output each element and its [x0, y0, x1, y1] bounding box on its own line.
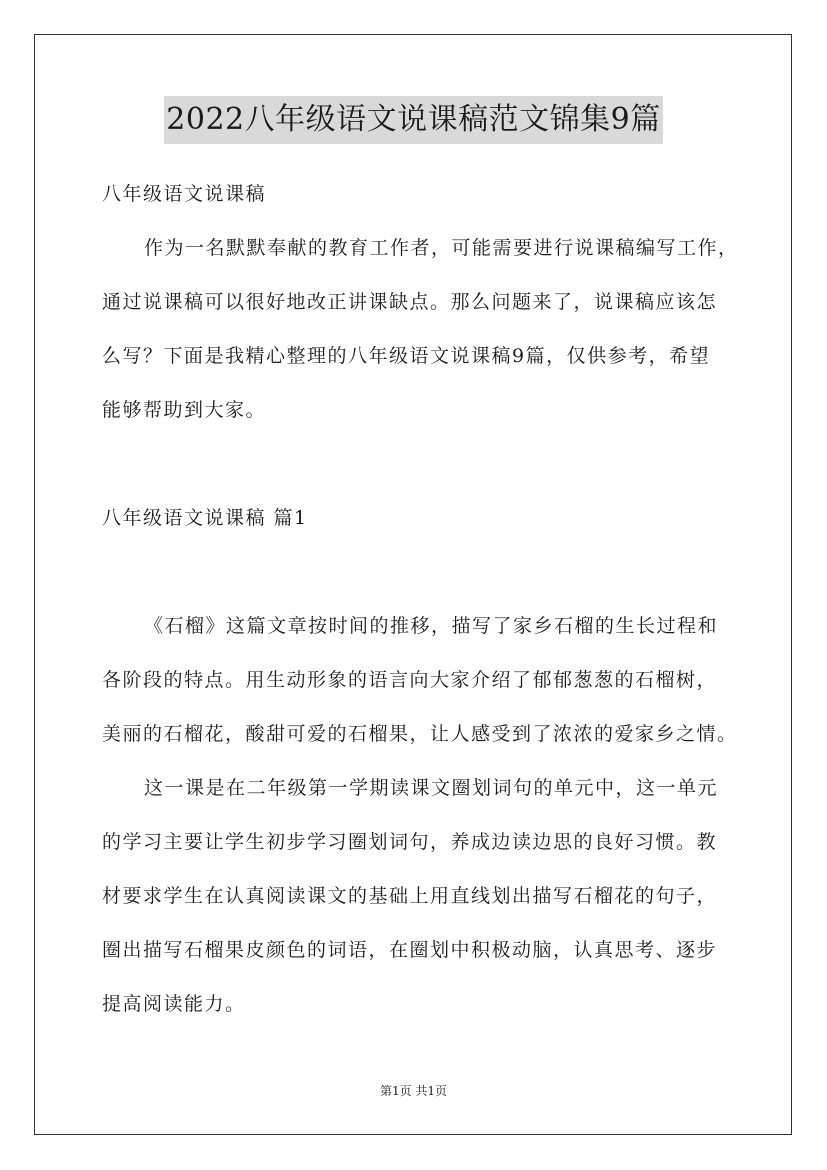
paragraph-line: 《石榴》这篇文章按时间的推移，描写了家乡石榴的生长过程和	[144, 615, 719, 637]
page-number: 第1页 共1页	[379, 1084, 448, 1098]
paragraph-line: 美丽的石榴花，酸甜可爱的石榴果，让人感受到了浓浓的爱家乡之情。	[102, 723, 738, 745]
article-heading: 八年级语文说课稿 篇1	[102, 507, 308, 529]
paragraph-line: 各阶段的特点。用生动形象的语言向大家介绍了郁郁葱葱的石榴树，	[102, 669, 718, 691]
document-title: 2022八年级语文说课稿范文锦集9篇	[164, 96, 662, 144]
paragraph-line: 的学习主要让学生初步学习圈划词句，养成边读边思的良好习惯。教	[102, 831, 718, 853]
intro-line: 能够帮助到大家。	[102, 399, 267, 421]
intro-line: 么写？下面是我精心整理的八年级语文说课稿9篇，仅供参考，希望	[102, 345, 711, 367]
paragraph-line: 圈出描写石榴果皮颜色的词语，在圈划中积极动脑，认真思考、逐步	[102, 939, 718, 961]
paragraph-line: 这一课是在二年级第一学期读课文圈划词句的单元中，这一单元	[144, 777, 719, 799]
paragraph-line: 提高阅读能力。	[102, 993, 246, 1015]
intro-line: 作为一名默默奉献的教育工作者，可能需要进行说课稿编写工作，	[144, 237, 739, 259]
section-heading: 八年级语文说课稿	[102, 183, 267, 205]
intro-line: 通过说课稿可以很好地改正讲课缺点。那么问题来了，说课稿应该怎	[102, 291, 718, 313]
title-container	[0, 96, 827, 144]
paragraph-line: 材要求学生在认真阅读课文的基础上用直线划出描写石榴花的句子，	[102, 885, 718, 907]
